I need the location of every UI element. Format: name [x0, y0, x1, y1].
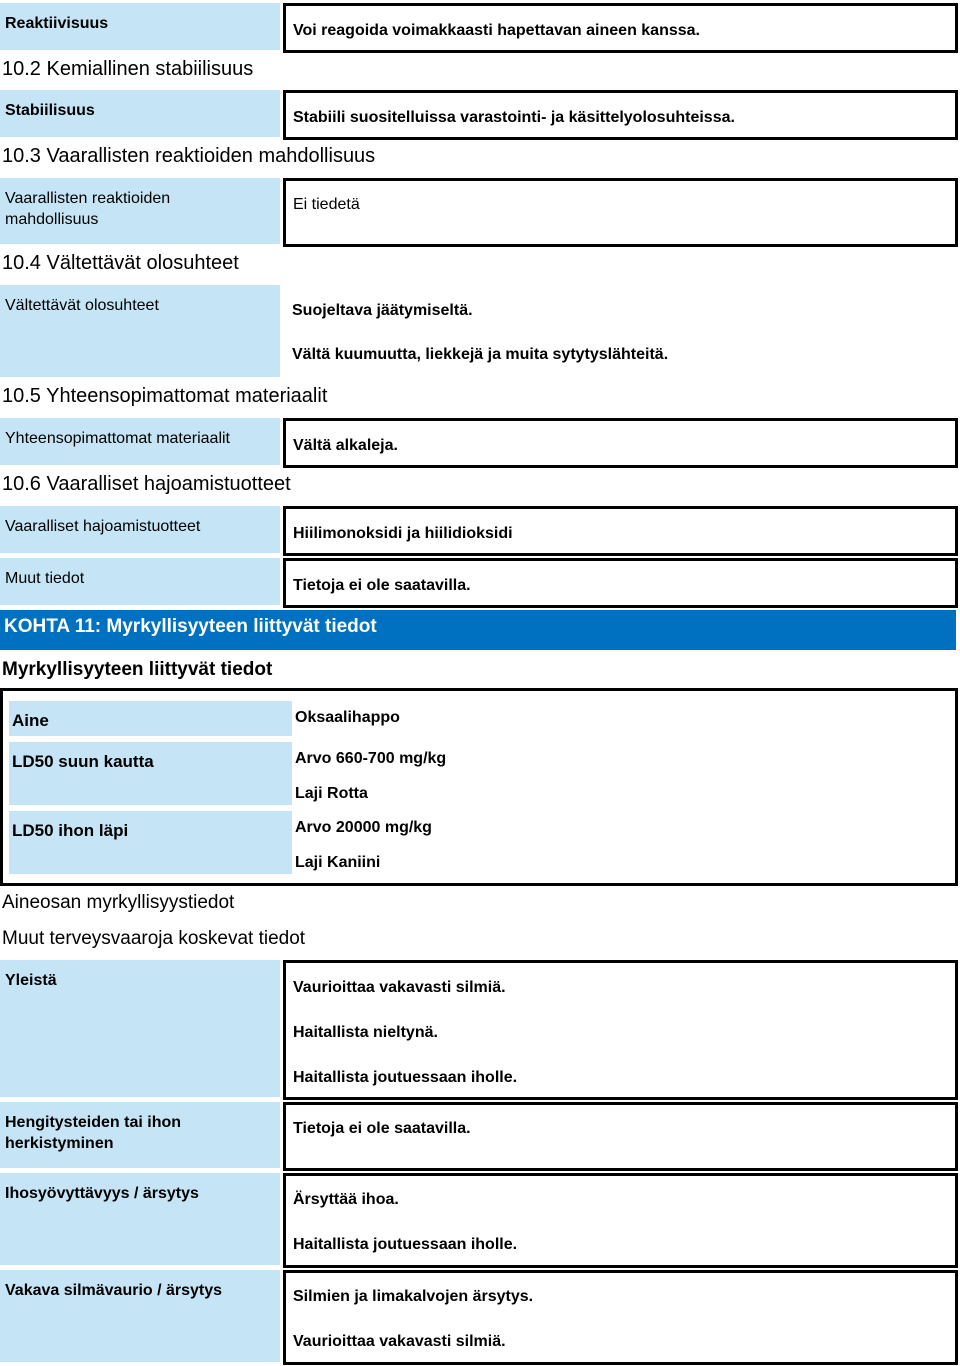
dermal-ld50-value: Arvo 20000 mg/kg: [295, 819, 432, 836]
toxicology-subheading: Myrkyllisyyteen liittyvät tiedot: [2, 659, 273, 680]
section-11-banner: KOHTA 11: Myrkyllisyyteen liittyvät tiedot: [0, 610, 956, 650]
oral-ld50-label: LD50 suun kautta: [9, 742, 292, 805]
other-health-heading: Muut terveysvaaroja koskevat tiedot: [2, 928, 306, 949]
hazardous-reactions-value: Ei tiedetä: [293, 196, 360, 213]
heading-10-2: 10.2 Kemiallinen stabiilisuus: [2, 58, 254, 80]
incompatible-value: Vältä alkaleja.: [293, 437, 398, 454]
stability-label: Stabiilisuus: [0, 90, 280, 137]
other-info-value: Tietoja ei ole saatavilla.: [293, 577, 471, 594]
eye-value-2: Vaurioittaa vakavasti silmiä.: [293, 1333, 506, 1350]
eye-value-box: [283, 1270, 958, 1365]
general-value-2: Haitallista nieltynä.: [293, 1024, 438, 1041]
sensitization-value: Tietoja ei ole saatavilla.: [293, 1120, 471, 1137]
oral-ld50-value: Arvo 660-700 mg/kg: [295, 750, 447, 767]
skin-value-2: Haitallista joutuessaan iholle.: [293, 1236, 518, 1253]
skin-label: Ihosyövyttävyys / ärsytys: [0, 1173, 280, 1265]
hazardous-reactions-label-line1: Vaarallisten reaktioiden: [5, 190, 171, 207]
sensitization-label: [0, 1102, 280, 1168]
skin-value-1: Ärsyttää ihoa.: [293, 1191, 399, 1208]
decomposition-label: Vaaralliset hajoamistuotteet: [0, 506, 280, 553]
conditions-value-1: Suojeltava jäätymiseltä.: [292, 302, 473, 319]
general-label: Yleistä: [0, 960, 280, 1097]
decomposition-value: Hiilimonoksidi ja hiilidioksidi: [293, 525, 513, 542]
dermal-ld50-species: Laji Kaniini: [295, 854, 381, 871]
other-info-label: Muut tiedot: [0, 558, 280, 605]
eye-value-1: Silmien ja limakalvojen ärsytys.: [293, 1288, 534, 1305]
oral-ld50-species: Laji Rotta: [295, 785, 368, 802]
reactivity-value-box: [283, 3, 958, 53]
incompatible-label: Yhteensopimattomat materiaalit: [0, 418, 280, 465]
skin-value-box: [283, 1173, 958, 1268]
dermal-ld50-label: LD50 ihon läpi: [9, 811, 292, 874]
conditions-label: Vältettävät olosuhteet: [0, 285, 280, 377]
heading-10-6: 10.6 Vaaralliset hajoamistuotteet: [2, 473, 291, 495]
toxicology-box: [0, 688, 958, 886]
reactivity-label: Reaktiivisuus: [0, 3, 280, 50]
sensitization-label-line1: Hengitysteiden tai ihon: [5, 1114, 182, 1131]
heading-10-4: 10.4 Vältettävät olosuhteet: [2, 252, 239, 274]
general-value-box: [283, 960, 958, 1100]
other-info-value-box: [283, 558, 958, 608]
substance-label: Aine: [9, 701, 292, 736]
general-value-1: Vaurioittaa vakavasti silmiä.: [293, 979, 506, 996]
substance-value: Oksaalihappo: [295, 709, 400, 726]
heading-10-5: 10.5 Yhteensopimattomat materiaalit: [2, 385, 328, 407]
stability-value: Stabiili suositelluissa varastointi- ja käsittelyolosuhteissa.: [293, 109, 735, 126]
eye-label: Vakava silmävaurio / ärsytys: [0, 1270, 280, 1362]
hazardous-reactions-label-line2: mahdollisuus: [5, 211, 99, 228]
heading-10-3: 10.3 Vaarallisten reaktioiden mahdollisuus: [2, 145, 376, 167]
conditions-value-2: Vältä kuumuutta, liekkejä ja muita sytytyslähteitä.: [292, 346, 669, 363]
general-value-3: Haitallista joutuessaan iholle.: [293, 1069, 518, 1086]
incompatible-value-box: [283, 418, 958, 468]
hazardous-reactions-label: [0, 178, 280, 244]
reactivity-value: Voi reagoida voimakkaasti hapettavan aineen kanssa.: [293, 22, 700, 39]
hazardous-reactions-value-box: [283, 178, 958, 247]
stability-value-box: [283, 90, 958, 140]
component-toxicity-heading: Aineosan myrkyllisyystiedot: [2, 892, 235, 913]
sensitization-value-box: [283, 1102, 958, 1171]
sensitization-label-line2: herkistyminen: [5, 1135, 114, 1152]
decomposition-value-box: [283, 506, 958, 556]
